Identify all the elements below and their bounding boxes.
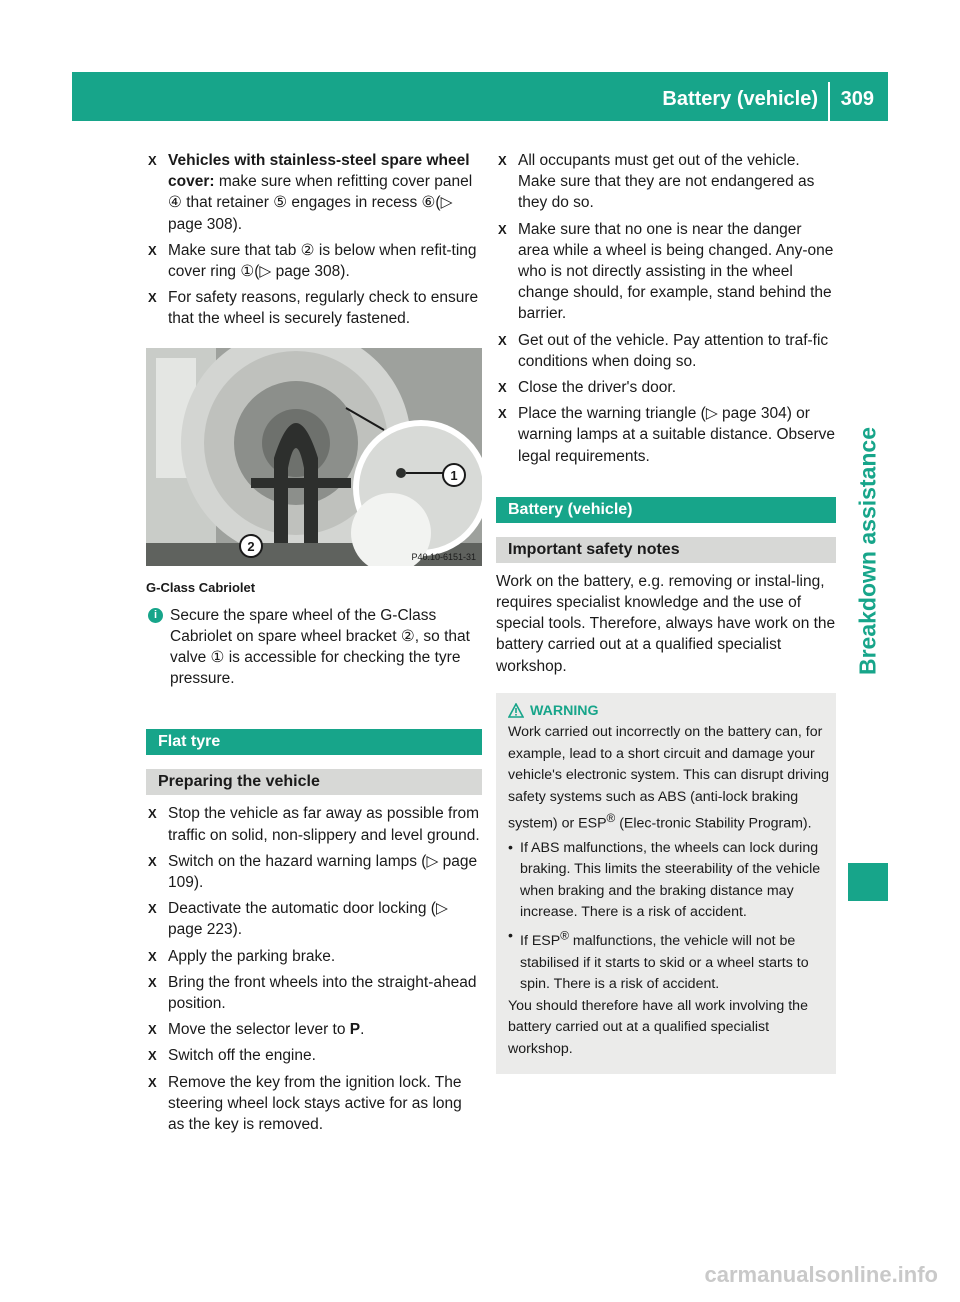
- step-arrow-icon: X: [148, 290, 157, 306]
- header-divider: [828, 82, 830, 121]
- step-arrow-icon: X: [148, 242, 157, 258]
- warning-bullet: [508, 926, 830, 996]
- step-arrow-icon: X: [498, 153, 507, 168]
- step-item: [146, 851, 482, 893]
- step-text: Apply the parking brake.: [168, 947, 336, 965]
- step-arrow-icon: X: [498, 221, 507, 237]
- warning-box: [496, 693, 836, 1074]
- step-item: [496, 403, 836, 467]
- step-lead: Vehicles with stainless-steel spare wheel cover:: [168, 152, 470, 191]
- step-item: [496, 150, 836, 214]
- warning-triangle-icon: [508, 703, 524, 718]
- step-text: Place the warning triangle (▷ page 304) or warning lamps at a suitable distance. Observe legal requirements.: [518, 405, 836, 465]
- step-text: Stop the vehicle as far away as possible from traffic on solid, non-slippery and level ground.: [168, 805, 480, 844]
- warning-title: WARNING: [530, 702, 599, 719]
- right-column: [496, 150, 836, 1074]
- step-item: [146, 150, 482, 235]
- battery-intro: Work on the battery, e.g. removing or instal-ling, requires specialist knowledge and the use of special tools. Therefore, always have work on the battery carried out at a qualified specialist workshop.: [496, 572, 836, 675]
- step-text: For safety reasons, regularly check to ensure that the wheel is securely fastened.: [168, 289, 479, 328]
- warning-closing: You should therefore have all work involving the battery carried out at a qualified specialist workshop.: [508, 997, 808, 1057]
- step-item: [146, 240, 482, 282]
- step-arrow-icon: X: [148, 1048, 157, 1064]
- warning-heading: [508, 701, 830, 723]
- step-item: [496, 330, 836, 372]
- step-text: Switch off the engine.: [168, 1047, 316, 1065]
- step-arrow-icon: X: [148, 948, 157, 964]
- warning-text: Work carried out incorrectly on the battery can, for example, lead to a short circuit and damage your vehicle's electronic system. This can disrupt driving safety systems such as ABS (anti-lock braking system) or ESP® (Elec-tronic Stability Program).: [508, 724, 830, 833]
- figure-caption: G-Class Cabriolet: [146, 579, 256, 595]
- step-arrow-icon: X: [498, 380, 507, 396]
- warning-bullet: [508, 838, 830, 924]
- selector-position: P: [349, 1021, 361, 1039]
- page-header: [72, 72, 888, 121]
- chapter-label: Breakdown assistance: [854, 426, 881, 676]
- registered-mark: ®: [560, 928, 569, 943]
- callout-1: 1: [450, 467, 458, 483]
- bullet-text: If ABS malfunctions, the wheels can lock during braking. This limits the steerability of the vehicle when braking and the braking distance may increase. There is a risk of accident.: [520, 839, 821, 921]
- step-arrow-icon: X: [148, 153, 157, 168]
- step-item: [146, 946, 482, 967]
- step-arrow-icon: X: [148, 974, 157, 990]
- step-text: Deactivate the automatic door locking (▷ page 223).: [168, 900, 448, 939]
- step-arrow-icon: X: [148, 806, 157, 822]
- subsection-heading-preparing: Preparing the vehicle: [146, 769, 482, 795]
- subsection-heading-safety: Important safety notes: [496, 537, 836, 563]
- step-arrow-icon: X: [148, 1074, 157, 1090]
- step-arrow-icon: X: [498, 332, 507, 348]
- info-icon: i: [148, 608, 163, 623]
- step-text: Make sure that tab ② is below when refit-ting cover ring ①(▷ page 308).: [168, 241, 477, 281]
- chapter-side-tab: [848, 386, 888, 716]
- section-heading-flat-tyre: Flat tyre: [146, 729, 482, 755]
- step-item: [146, 803, 482, 845]
- step-item: [496, 377, 836, 398]
- step-text: Make sure that no one is near the danger area while a wheel is being changed. Any-one who is not directly assisting in the wheel change should, for example, stand behind the barrier.: [518, 220, 834, 323]
- info-note: [146, 605, 482, 690]
- step-item: [146, 1019, 482, 1040]
- bullet-text: If ESP® malfunctions, the vehicle will not be stabilised if it starts to skid or a wheel starts to spin. There is a risk of accident.: [520, 928, 809, 993]
- step-text: Get out of the vehicle. Pay attention to traf-fic conditions when doing so.: [518, 331, 829, 370]
- chapter-marker: [848, 863, 888, 901]
- watermark: carmanualsonline.info: [704, 1262, 938, 1287]
- step-item: [146, 972, 482, 1014]
- section-heading-battery: Battery (vehicle): [496, 497, 836, 523]
- step-arrow-icon: X: [498, 406, 507, 422]
- step-tail: .: [360, 1021, 365, 1039]
- step-arrow-icon: X: [148, 853, 157, 869]
- bullet-dot: •: [508, 839, 513, 856]
- step-text: Move the selector lever to: [168, 1021, 350, 1039]
- step-text: All occupants must get out of the vehicle. Make sure that they are not endangered as they do so.: [518, 152, 815, 212]
- figure-code: P40.10-6151-31: [411, 551, 476, 562]
- step-item: [146, 898, 482, 940]
- callout-2: 2: [247, 538, 255, 554]
- running-title: Battery (vehicle): [662, 88, 818, 110]
- left-column: [146, 150, 482, 1140]
- step-text: Remove the key from the ignition lock. The steering wheel lock stays active for as long as the key is removed.: [168, 1073, 462, 1134]
- step-text: make sure when refitting cover panel ④ that retainer ⑤ engages in recess ⑥(▷ page 308).: [168, 173, 473, 233]
- step-item: [146, 1072, 482, 1136]
- step-text: Bring the front wheels into the straight-ahead position.: [168, 973, 477, 1013]
- page-number: 309: [840, 88, 874, 110]
- step-text: Close the driver's door.: [518, 379, 677, 397]
- step-item: [496, 219, 836, 325]
- registered-mark: ®: [606, 811, 616, 826]
- step-arrow-icon: X: [148, 1022, 157, 1038]
- spare-wheel-illustration: [146, 348, 482, 566]
- note-text: Secure the spare wheel of the G-Class Cabriolet on spare wheel bracket ②, so that valve ① is accessible for checking the tyre pressure.: [170, 606, 470, 688]
- step-arrow-icon: X: [148, 901, 157, 917]
- spare-wheel-figure: [146, 348, 482, 566]
- step-item: [146, 287, 482, 329]
- step-text: Switch on the hazard warning lamps (▷ page 109).: [168, 852, 478, 892]
- bullet-dot: •: [508, 927, 513, 944]
- step-item: [146, 1045, 482, 1066]
